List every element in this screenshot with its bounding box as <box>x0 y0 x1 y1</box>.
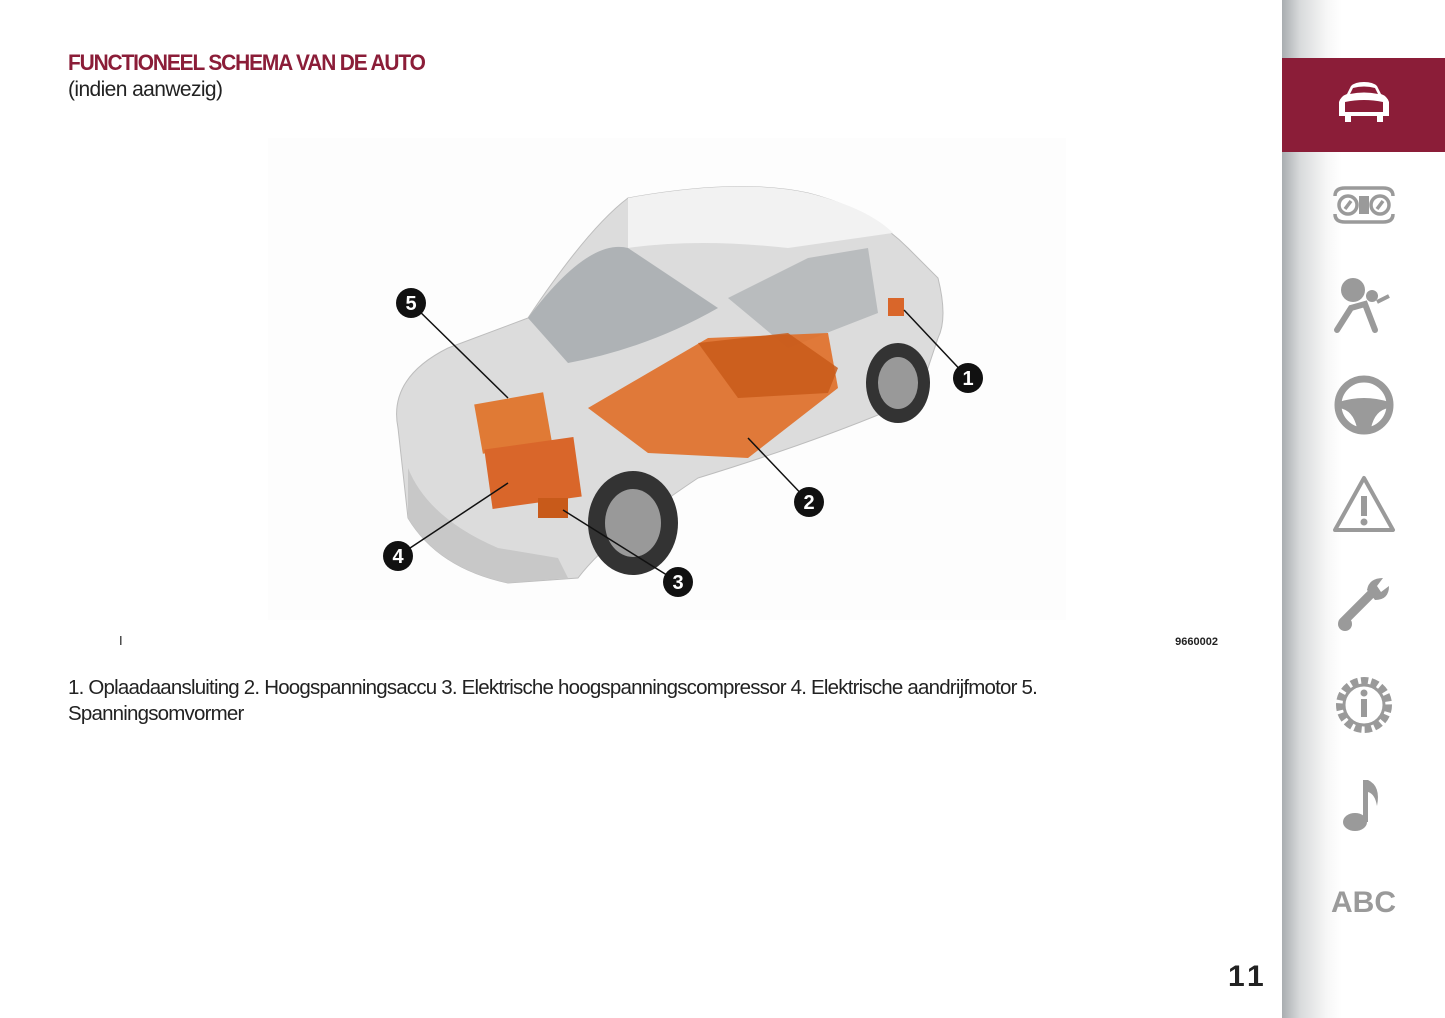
airbag-icon <box>1331 272 1397 338</box>
callout-3: 3 <box>672 572 684 594</box>
sidebar-item-emergency[interactable] <box>1282 458 1445 552</box>
figure-mark: I <box>119 633 123 648</box>
wrench-icon <box>1331 572 1397 638</box>
image-code: 9660002 <box>1175 636 1218 648</box>
sidebar-item-safety[interactable] <box>1282 258 1445 352</box>
sidebar-item-driving[interactable] <box>1282 358 1445 452</box>
page-title: FUNCTIONEEL SCHEMA VAN DE AUTO <box>68 50 425 75</box>
callout-5: 5 <box>405 293 417 315</box>
page-subtitle: (indien aanwezig) <box>68 78 223 101</box>
figure-caption: 1. Oplaadaansluiting 2. Hoogspanningsaccu 3. Elektrische hoogspanningscompressor 4. Elektrische aandrijfmotor 5. Spanningsomvormer <box>68 676 1038 725</box>
info-gear-icon <box>1331 672 1397 738</box>
sidebar-item-multimedia[interactable] <box>1282 758 1445 852</box>
sidebar-item-index[interactable] <box>1282 856 1445 950</box>
sidebar-item-dashboard[interactable] <box>1282 158 1445 252</box>
car-icon <box>1331 72 1397 138</box>
steering-wheel-icon <box>1331 372 1397 438</box>
callout-2: 2 <box>803 492 815 514</box>
vehicle-diagram <box>268 138 1066 620</box>
car-illustration <box>268 138 1066 620</box>
sidebar-item-vehicle[interactable] <box>1282 58 1445 152</box>
sidebar-item-technical-data[interactable] <box>1282 658 1445 752</box>
index-label: ABC <box>1331 886 1396 919</box>
dashboard-icon <box>1331 172 1397 238</box>
page-number: 11 <box>1228 960 1268 993</box>
chapter-sidebar <box>1282 0 1445 1018</box>
sidebar-item-maintenance[interactable] <box>1282 558 1445 652</box>
music-note-icon <box>1331 772 1397 838</box>
callout-1: 1 <box>962 368 974 390</box>
callout-4: 4 <box>392 546 404 568</box>
warning-triangle-icon <box>1331 472 1397 538</box>
